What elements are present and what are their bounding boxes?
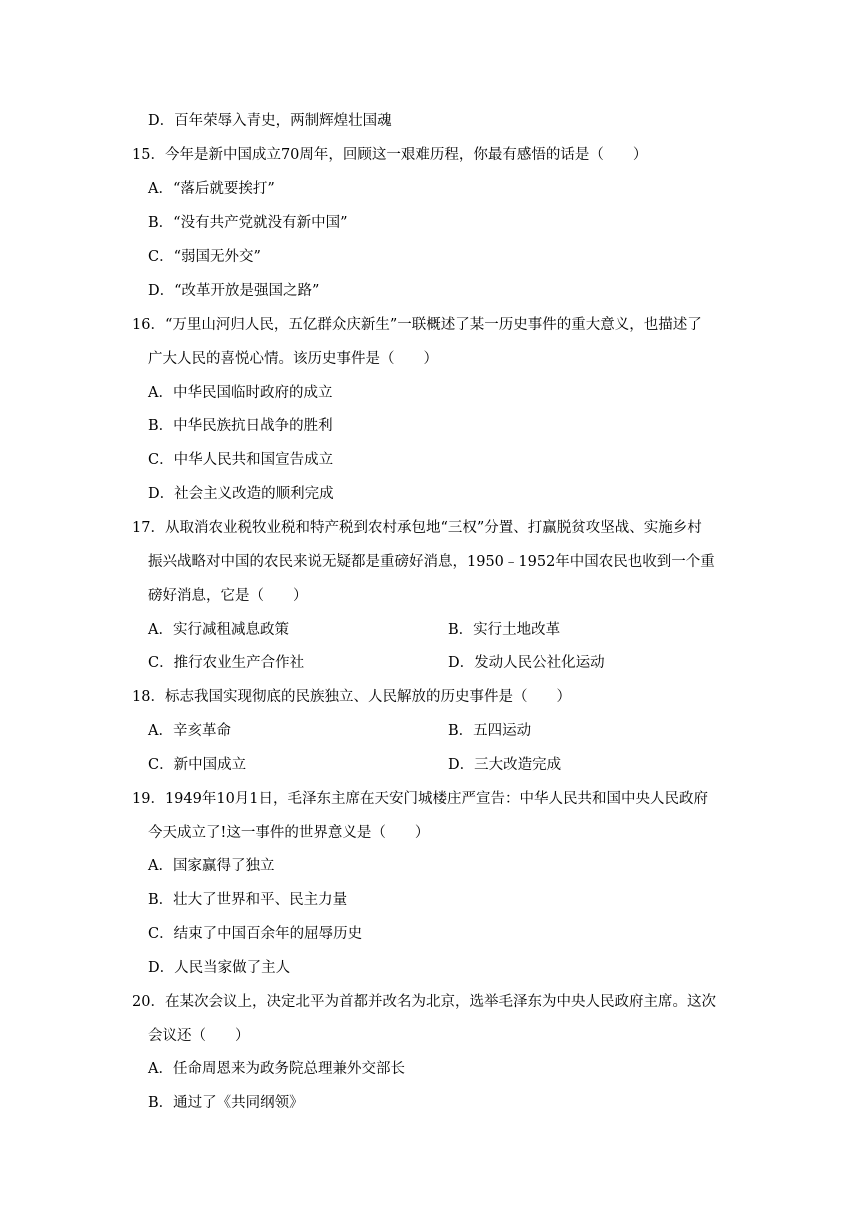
option-line: C．推行农业生产合作社	[148, 655, 305, 671]
question-20-continued: 会议还（ ）	[148, 1028, 250, 1044]
question-20: 20．在某次会议上，决定北平为首都并改名为北京，选举毛泽东为中央人民政府主席。这次	[132, 994, 716, 1010]
option-line: B．“没有共产党就没有新中国”	[148, 215, 348, 231]
question-19-continued: 今天成立了!这一事件的世界意义是（ ）	[148, 825, 430, 841]
option-line: D．社会主义改造的顺利完成	[148, 486, 334, 502]
option-line: D．“改革开放是强国之路”	[148, 283, 320, 299]
question-16-continued: 广大人民的喜悦心情。该历史事件是（ ）	[148, 351, 438, 367]
option-line: B．中华民族抗日战争的胜利	[148, 418, 333, 434]
option-line: A．国家赢得了独立	[148, 858, 275, 874]
option-line: A．“落后就要挨打”	[148, 181, 275, 197]
option-line: A．任命周恩来为政务院总理兼外交部长	[148, 1061, 405, 1077]
option-line: A．中华民国临时政府的成立	[148, 385, 333, 401]
option-line: C．“弱国无外交”	[148, 249, 261, 265]
option-line: D．三大改造完成	[448, 757, 562, 773]
question-17-continued: 磅好消息，它是（ ）	[148, 588, 308, 604]
option-line: A．实行减租减息政策	[148, 622, 289, 638]
option-line: C．中华人民共和国宣告成立	[148, 452, 334, 468]
question-19: 19．1949年10月1日，毛泽东主席在天安门城楼庄严宣告：中华人民共和国中央人民政府	[132, 791, 709, 807]
question-16: 16．“万里山河归人民，五亿群众庆新生”一联概述了某一历史事件的重大意义，也描述了	[132, 317, 702, 333]
option-line: D．发动人民公社化运动	[448, 655, 605, 671]
question-17-continued: 振兴战略对中国的农民来说无疑都是重磅好消息，1950﹣1952年中国农民也收到一个重	[148, 554, 715, 570]
option-line: D．人民当家做了主人	[148, 960, 291, 976]
question-17: 17．从取消农业税牧业税和特产税到农村承包地“三权”分置、打赢脱贫攻坚战、实施乡村	[132, 520, 702, 536]
option-line: B．通过了《共同纲领》	[148, 1095, 304, 1111]
option-line: A．辛亥革命	[148, 723, 231, 739]
question-18: 18．标志我国实现彻底的民族独立、人民解放的历史事件是（ ）	[132, 689, 571, 705]
option-line: D．百年荣辱入青史，两制辉煌壮国魂	[148, 113, 392, 129]
question-15: 15．今年是新中国成立70周年，回顾这一艰难历程，你最有感悟的话是（ ）	[132, 147, 648, 163]
option-line: C．新中国成立	[148, 757, 247, 773]
option-line: C．结束了中国百余年的屈辱历史	[148, 926, 363, 942]
option-line: B．壮大了世界和平、民主力量	[148, 892, 348, 908]
option-line: B．实行土地改革	[448, 622, 561, 638]
option-line: B．五四运动	[448, 723, 532, 739]
